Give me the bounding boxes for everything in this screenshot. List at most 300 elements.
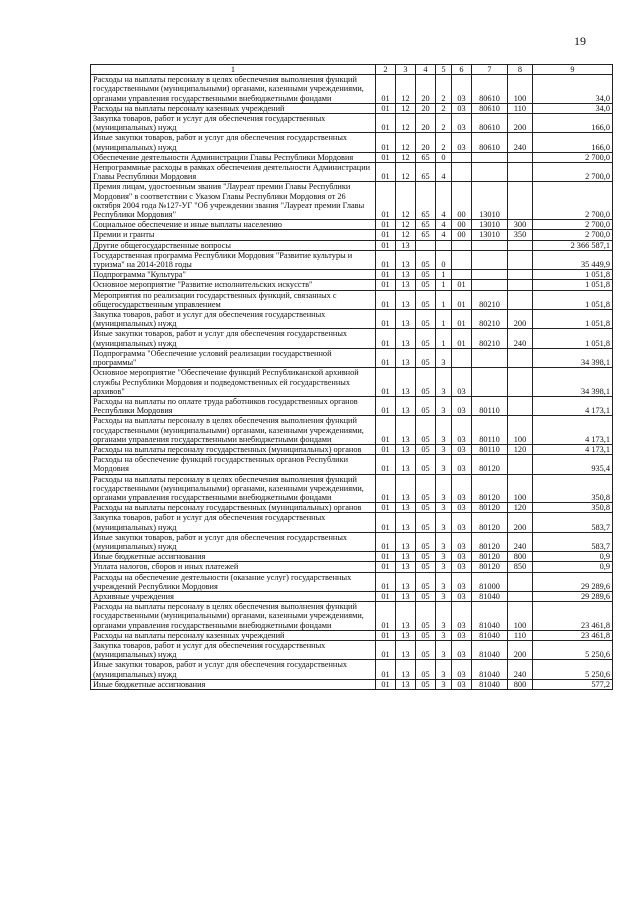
- row-code-cell: 240: [508, 660, 533, 679]
- row-code-cell: 03: [452, 103, 472, 113]
- row-code-cell: 01: [376, 503, 396, 513]
- row-name-cell: Закупка товаров, работ и услуг для обеспечения государственных (муниципальных) нужд: [91, 114, 376, 133]
- row-code-cell: 01: [376, 679, 396, 689]
- row-code-cell: 01: [376, 182, 396, 220]
- row-code-cell: 01: [376, 513, 396, 532]
- row-code-cell: 3: [436, 532, 452, 551]
- row-code-cell: 81040: [472, 679, 508, 689]
- row-code-cell: 80110: [472, 396, 508, 415]
- row-code-cell: 3: [436, 503, 452, 513]
- row-code-cell: 80610: [472, 114, 508, 133]
- row-code-cell: 80120: [472, 503, 508, 513]
- row-name-cell: Основное мероприятие "Развитие исполнительских искусств": [91, 280, 376, 290]
- row-code-cell: 65: [416, 163, 436, 182]
- row-code-cell: 01: [376, 348, 396, 367]
- row-code-cell: 03: [452, 114, 472, 133]
- row-code-cell: 80210: [472, 310, 508, 329]
- row-code-cell: 01: [376, 310, 396, 329]
- row-code-cell: 13010: [472, 230, 508, 240]
- row-code-cell: 80210: [472, 290, 508, 309]
- table-row: [91, 310, 613, 329]
- column-header-5: 5: [436, 65, 452, 75]
- row-code-cell: 05: [416, 552, 436, 562]
- row-name-cell: Расходы на выплаты персоналу казенных учреждений: [91, 103, 376, 113]
- row-code-cell: [452, 250, 472, 269]
- row-code-cell: 05: [416, 562, 436, 572]
- row-code-cell: 20: [416, 103, 436, 113]
- table-row: [91, 572, 613, 591]
- row-code-cell: 01: [376, 250, 396, 269]
- row-code-cell: 03: [452, 630, 472, 640]
- row-code-cell: 13: [396, 679, 416, 689]
- row-amount-cell: 34 398,1: [533, 348, 613, 367]
- row-amount-cell: 0,9: [533, 552, 613, 562]
- table-row: [91, 290, 613, 309]
- row-code-cell: 12: [396, 220, 416, 230]
- row-code-cell: 01: [376, 290, 396, 309]
- row-code-cell: [416, 240, 436, 250]
- row-name-cell: Расходы на выплаты персоналу в целях обеспечения выполнения функций государственными (муниципальными) органами, казенными учреждениями, органами управления государственными внебюджетными фондами: [91, 602, 376, 631]
- row-amount-cell: 1 051,8: [533, 310, 613, 329]
- row-code-cell: 01: [376, 444, 396, 454]
- row-code-cell: 13: [396, 640, 416, 659]
- table-row: [91, 630, 613, 640]
- row-code-cell: 01: [376, 152, 396, 162]
- row-code-cell: 1: [436, 329, 452, 348]
- row-name-cell: Подпрограмма "Обеспечение условий реализации государственной программы": [91, 348, 376, 367]
- row-amount-cell: 2 700,0: [533, 230, 613, 240]
- row-code-cell: 4: [436, 220, 452, 230]
- table-row: [91, 474, 613, 503]
- row-code-cell: 01: [376, 630, 396, 640]
- row-code-cell: 03: [452, 444, 472, 454]
- row-code-cell: 81040: [472, 640, 508, 659]
- row-code-cell: 13: [396, 572, 416, 591]
- row-code-cell: 80120: [472, 474, 508, 503]
- row-code-cell: 13: [396, 562, 416, 572]
- row-name-cell: Расходы на выплаты персоналу в целях обеспечения выполнения функций государственными (муниципальными) органами, казенными учреждениями, органами управления государственными внебюджетными фондами: [91, 474, 376, 503]
- row-code-cell: 12: [396, 75, 416, 104]
- row-amount-cell: 1 051,8: [533, 270, 613, 280]
- row-code-cell: 2: [436, 133, 452, 152]
- row-code-cell: [508, 280, 533, 290]
- row-amount-cell: 2 366 587,1: [533, 240, 613, 250]
- row-code-cell: 2: [436, 114, 452, 133]
- row-code-cell: 05: [416, 416, 436, 445]
- row-amount-cell: 5 250,6: [533, 640, 613, 659]
- row-code-cell: 01: [376, 640, 396, 659]
- row-name-cell: Расходы на выплаты персоналу в целях обеспечения выполнения функций государственными (муниципальными) органами, казенными учреждениями, органами управления государственными внебюджетными фондами: [91, 416, 376, 445]
- row-code-cell: 01: [376, 114, 396, 133]
- row-code-cell: 20: [416, 133, 436, 152]
- row-code-cell: 13: [396, 552, 416, 562]
- row-code-cell: 200: [508, 640, 533, 659]
- column-header-1: 1: [91, 65, 376, 75]
- row-amount-cell: 4 173,1: [533, 416, 613, 445]
- row-code-cell: 65: [416, 220, 436, 230]
- column-header-3: 3: [396, 65, 416, 75]
- row-code-cell: 01: [376, 572, 396, 591]
- row-code-cell: 01: [452, 290, 472, 309]
- row-code-cell: 3: [436, 368, 452, 397]
- row-code-cell: 01: [376, 163, 396, 182]
- row-name-cell: Иные закупки товаров, работ и услуг для обеспечения государственных (муниципальных) нужд: [91, 532, 376, 551]
- row-code-cell: 05: [416, 396, 436, 415]
- row-code-cell: 13: [396, 310, 416, 329]
- row-code-cell: 2: [436, 103, 452, 113]
- row-code-cell: [508, 591, 533, 601]
- row-code-cell: 05: [416, 513, 436, 532]
- table-row: [91, 591, 613, 601]
- row-code-cell: 01: [452, 280, 472, 290]
- row-code-cell: [508, 240, 533, 250]
- row-code-cell: 13: [396, 474, 416, 503]
- row-code-cell: 3: [436, 660, 452, 679]
- row-code-cell: 03: [452, 503, 472, 513]
- row-code-cell: 12: [396, 103, 416, 113]
- row-code-cell: 12: [396, 133, 416, 152]
- row-code-cell: 100: [508, 416, 533, 445]
- table-row: [91, 602, 613, 631]
- row-code-cell: [508, 348, 533, 367]
- row-amount-cell: 577,2: [533, 679, 613, 689]
- row-code-cell: 03: [452, 133, 472, 152]
- table-row: [91, 660, 613, 679]
- row-code-cell: 800: [508, 552, 533, 562]
- row-code-cell: 100: [508, 75, 533, 104]
- row-code-cell: 01: [376, 270, 396, 280]
- row-code-cell: 05: [416, 368, 436, 397]
- row-code-cell: 05: [416, 572, 436, 591]
- row-amount-cell: 2 700,0: [533, 182, 613, 220]
- row-code-cell: 4: [436, 182, 452, 220]
- row-code-cell: [472, 152, 508, 162]
- table-row: [91, 103, 613, 113]
- row-code-cell: 80610: [472, 75, 508, 104]
- table-row: [91, 396, 613, 415]
- row-code-cell: 01: [376, 552, 396, 562]
- row-code-cell: 05: [416, 630, 436, 640]
- row-code-cell: 3: [436, 416, 452, 445]
- row-amount-cell: 2 700,0: [533, 163, 613, 182]
- row-code-cell: 03: [452, 396, 472, 415]
- row-code-cell: [472, 348, 508, 367]
- row-code-cell: 01: [376, 280, 396, 290]
- row-code-cell: 03: [452, 474, 472, 503]
- row-code-cell: 200: [508, 310, 533, 329]
- row-code-cell: 01: [376, 220, 396, 230]
- row-code-cell: 240: [508, 532, 533, 551]
- row-code-cell: 03: [452, 368, 472, 397]
- page-number: 19: [574, 34, 586, 48]
- row-code-cell: 65: [416, 182, 436, 220]
- row-name-cell: Иные закупки товаров, работ и услуг для обеспечения государственных (муниципальных) нужд: [91, 660, 376, 679]
- row-amount-cell: 583,7: [533, 513, 613, 532]
- row-code-cell: 65: [416, 230, 436, 240]
- row-code-cell: 01: [376, 240, 396, 250]
- row-name-cell: Премии и гранты: [91, 230, 376, 240]
- row-code-cell: 100: [508, 602, 533, 631]
- row-code-cell: [508, 290, 533, 309]
- row-name-cell: Мероприятия по реализации государственных функций, связанных с общегосударственным управлением: [91, 290, 376, 309]
- row-code-cell: 3: [436, 474, 452, 503]
- row-code-cell: 3: [436, 552, 452, 562]
- row-code-cell: 120: [508, 503, 533, 513]
- row-amount-cell: 5 250,6: [533, 660, 613, 679]
- row-code-cell: 13: [396, 602, 416, 631]
- row-code-cell: 65: [416, 152, 436, 162]
- row-amount-cell: 29 289,6: [533, 591, 613, 601]
- row-code-cell: 3: [436, 562, 452, 572]
- row-code-cell: 1: [436, 270, 452, 280]
- row-code-cell: 240: [508, 133, 533, 152]
- row-code-cell: 03: [452, 532, 472, 551]
- table-row: [91, 220, 613, 230]
- row-amount-cell: 350,8: [533, 503, 613, 513]
- row-code-cell: [436, 240, 452, 250]
- row-code-cell: 01: [376, 416, 396, 445]
- row-code-cell: 13: [396, 250, 416, 269]
- table-row: [91, 163, 613, 182]
- row-amount-cell: 34,0: [533, 103, 613, 113]
- row-name-cell: Архивные учреждения: [91, 591, 376, 601]
- table-row: [91, 182, 613, 220]
- row-code-cell: 13: [396, 290, 416, 309]
- table-row: [91, 270, 613, 280]
- row-code-cell: 81040: [472, 602, 508, 631]
- row-code-cell: 0: [436, 250, 452, 269]
- row-code-cell: 05: [416, 348, 436, 367]
- row-code-cell: 80120: [472, 455, 508, 474]
- table-row: [91, 640, 613, 659]
- row-name-cell: Социальное обеспечение и иные выплаты населению: [91, 220, 376, 230]
- row-code-cell: 05: [416, 660, 436, 679]
- row-code-cell: 03: [452, 602, 472, 631]
- row-amount-cell: 4 173,1: [533, 396, 613, 415]
- row-code-cell: 00: [452, 230, 472, 240]
- row-code-cell: 01: [376, 368, 396, 397]
- row-name-cell: Расходы на обеспечение функций государственных органов Республики Мордовия: [91, 455, 376, 474]
- row-code-cell: 0: [436, 152, 452, 162]
- row-code-cell: 05: [416, 591, 436, 601]
- column-header-2: 2: [376, 65, 396, 75]
- row-code-cell: 05: [416, 329, 436, 348]
- row-code-cell: 05: [416, 455, 436, 474]
- row-code-cell: 03: [452, 75, 472, 104]
- row-code-cell: 20: [416, 114, 436, 133]
- row-code-cell: 01: [376, 660, 396, 679]
- row-code-cell: 3: [436, 679, 452, 689]
- row-code-cell: 05: [416, 602, 436, 631]
- row-code-cell: [452, 163, 472, 182]
- row-code-cell: 13: [396, 660, 416, 679]
- row-code-cell: 850: [508, 562, 533, 572]
- table-row: [91, 513, 613, 532]
- row-code-cell: [472, 368, 508, 397]
- row-code-cell: 13: [396, 396, 416, 415]
- row-name-cell: Расходы на выплаты персоналу в целях обеспечения выполнения функций государственными (муниципальными) органами, казенными учреждениями, органами управления государственными внебюджетными фондами: [91, 75, 376, 104]
- row-code-cell: 01: [376, 396, 396, 415]
- row-code-cell: 350: [508, 230, 533, 240]
- row-amount-cell: 35 449,9: [533, 250, 613, 269]
- row-code-cell: 81040: [472, 630, 508, 640]
- column-header-7: 7: [472, 65, 508, 75]
- row-code-cell: 13: [396, 329, 416, 348]
- row-code-cell: 01: [452, 310, 472, 329]
- row-code-cell: 05: [416, 503, 436, 513]
- row-code-cell: 1: [436, 290, 452, 309]
- table-row: [91, 532, 613, 551]
- row-code-cell: 13: [396, 280, 416, 290]
- row-code-cell: 03: [452, 591, 472, 601]
- table-row: [91, 562, 613, 572]
- row-code-cell: 200: [508, 114, 533, 133]
- row-code-cell: 110: [508, 103, 533, 113]
- row-amount-cell: 4 173,1: [533, 444, 613, 454]
- row-code-cell: 80120: [472, 513, 508, 532]
- row-name-cell: Иные бюджетные ассигнования: [91, 552, 376, 562]
- row-code-cell: [452, 270, 472, 280]
- table-row: [91, 368, 613, 397]
- row-code-cell: 05: [416, 679, 436, 689]
- row-code-cell: 3: [436, 444, 452, 454]
- row-amount-cell: 34,0: [533, 75, 613, 104]
- row-code-cell: 80120: [472, 532, 508, 551]
- row-code-cell: 3: [436, 348, 452, 367]
- row-code-cell: 81040: [472, 660, 508, 679]
- row-amount-cell: 29 289,6: [533, 572, 613, 591]
- row-name-cell: Закупка товаров, работ и услуг для обеспечения государственных (муниципальных) нужд: [91, 310, 376, 329]
- row-code-cell: [472, 280, 508, 290]
- row-code-cell: 13010: [472, 220, 508, 230]
- row-code-cell: 03: [452, 416, 472, 445]
- row-code-cell: 4: [436, 230, 452, 240]
- row-code-cell: 01: [376, 230, 396, 240]
- row-code-cell: 13: [396, 630, 416, 640]
- table-row: [91, 503, 613, 513]
- row-code-cell: 80120: [472, 552, 508, 562]
- row-code-cell: 03: [452, 660, 472, 679]
- row-name-cell: Государственная программа Республики Мордовия "Развитие культуры и туризма" на 2014-2018 годы: [91, 250, 376, 269]
- row-code-cell: 13: [396, 532, 416, 551]
- column-header-4: 4: [416, 65, 436, 75]
- column-header-9: 9: [533, 65, 613, 75]
- row-code-cell: 13: [396, 368, 416, 397]
- row-code-cell: 13: [396, 270, 416, 280]
- row-code-cell: 00: [452, 182, 472, 220]
- row-code-cell: 3: [436, 640, 452, 659]
- row-code-cell: 13010: [472, 182, 508, 220]
- row-code-cell: 100: [508, 474, 533, 503]
- row-code-cell: 2: [436, 75, 452, 104]
- row-code-cell: [472, 163, 508, 182]
- row-code-cell: 13: [396, 455, 416, 474]
- row-code-cell: 05: [416, 640, 436, 659]
- row-name-cell: Иные закупки товаров, работ и услуг для обеспечения государственных (муниципальных) нужд: [91, 329, 376, 348]
- row-code-cell: 80110: [472, 444, 508, 454]
- table-row: [91, 679, 613, 689]
- row-code-cell: 03: [452, 572, 472, 591]
- row-code-cell: 13: [396, 591, 416, 601]
- row-code-cell: 12: [396, 152, 416, 162]
- row-code-cell: 13: [396, 513, 416, 532]
- row-amount-cell: 2 700,0: [533, 220, 613, 230]
- row-code-cell: 110: [508, 630, 533, 640]
- row-name-cell: Основное мероприятие "Обеспечение функций Республиканской архивной службы Республики Мордовия и подведомственных ей государственных архивов": [91, 368, 376, 397]
- row-code-cell: 13: [396, 444, 416, 454]
- row-code-cell: [472, 240, 508, 250]
- row-amount-cell: 1 051,8: [533, 290, 613, 309]
- row-code-cell: 3: [436, 630, 452, 640]
- row-code-cell: 12: [396, 163, 416, 182]
- row-amount-cell: 0,9: [533, 562, 613, 572]
- row-code-cell: 80610: [472, 133, 508, 152]
- row-code-cell: 240: [508, 329, 533, 348]
- row-code-cell: 3: [436, 602, 452, 631]
- table-row: [91, 133, 613, 152]
- row-name-cell: Расходы на выплаты персоналу государственных (муниципальных) органов: [91, 503, 376, 513]
- row-name-cell: Иные закупки товаров, работ и услуг для обеспечения государственных (муниципальных) нужд: [91, 133, 376, 152]
- row-code-cell: 3: [436, 572, 452, 591]
- table-row: [91, 348, 613, 367]
- row-name-cell: Расходы на выплаты персоналу казенных учреждений: [91, 630, 376, 640]
- row-amount-cell: 2 700,0: [533, 152, 613, 162]
- row-code-cell: [508, 250, 533, 269]
- row-code-cell: 05: [416, 532, 436, 551]
- row-code-cell: 3: [436, 396, 452, 415]
- row-code-cell: 01: [376, 562, 396, 572]
- row-code-cell: 80110: [472, 416, 508, 445]
- table-row: [91, 250, 613, 269]
- row-name-cell: Закупка товаров, работ и услуг для обеспечения государственных (муниципальных) нужд: [91, 513, 376, 532]
- row-name-cell: Иные бюджетные ассигнования: [91, 679, 376, 689]
- row-code-cell: 01: [376, 474, 396, 503]
- row-code-cell: 13: [396, 503, 416, 513]
- row-code-cell: [508, 572, 533, 591]
- row-code-cell: 01: [376, 591, 396, 601]
- row-code-cell: 80610: [472, 103, 508, 113]
- budget-table: [90, 64, 613, 690]
- row-amount-cell: 935,4: [533, 455, 613, 474]
- row-code-cell: [472, 250, 508, 269]
- row-code-cell: 01: [452, 329, 472, 348]
- row-code-cell: 80210: [472, 329, 508, 348]
- row-code-cell: 80120: [472, 562, 508, 572]
- row-name-cell: Расходы на обеспечение деятельности (оказание услуг) государственных учреждений Республики Мордовия: [91, 572, 376, 591]
- row-code-cell: 3: [436, 591, 452, 601]
- row-code-cell: 03: [452, 679, 472, 689]
- row-code-cell: 800: [508, 679, 533, 689]
- row-code-cell: 13: [396, 348, 416, 367]
- row-code-cell: 1: [436, 310, 452, 329]
- row-amount-cell: 166,0: [533, 114, 613, 133]
- row-code-cell: [508, 396, 533, 415]
- row-code-cell: 200: [508, 513, 533, 532]
- row-code-cell: 05: [416, 444, 436, 454]
- row-amount-cell: 166,0: [533, 133, 613, 152]
- row-name-cell: Уплата налогов, сборов и иных платежей: [91, 562, 376, 572]
- row-code-cell: 1: [436, 280, 452, 290]
- table-row: [91, 240, 613, 250]
- row-code-cell: 01: [376, 455, 396, 474]
- row-code-cell: 05: [416, 250, 436, 269]
- row-code-cell: 120: [508, 444, 533, 454]
- row-code-cell: 03: [452, 513, 472, 532]
- row-code-cell: 81000: [472, 572, 508, 591]
- table-row: [91, 444, 613, 454]
- row-code-cell: 20: [416, 75, 436, 104]
- row-amount-cell: 583,7: [533, 532, 613, 551]
